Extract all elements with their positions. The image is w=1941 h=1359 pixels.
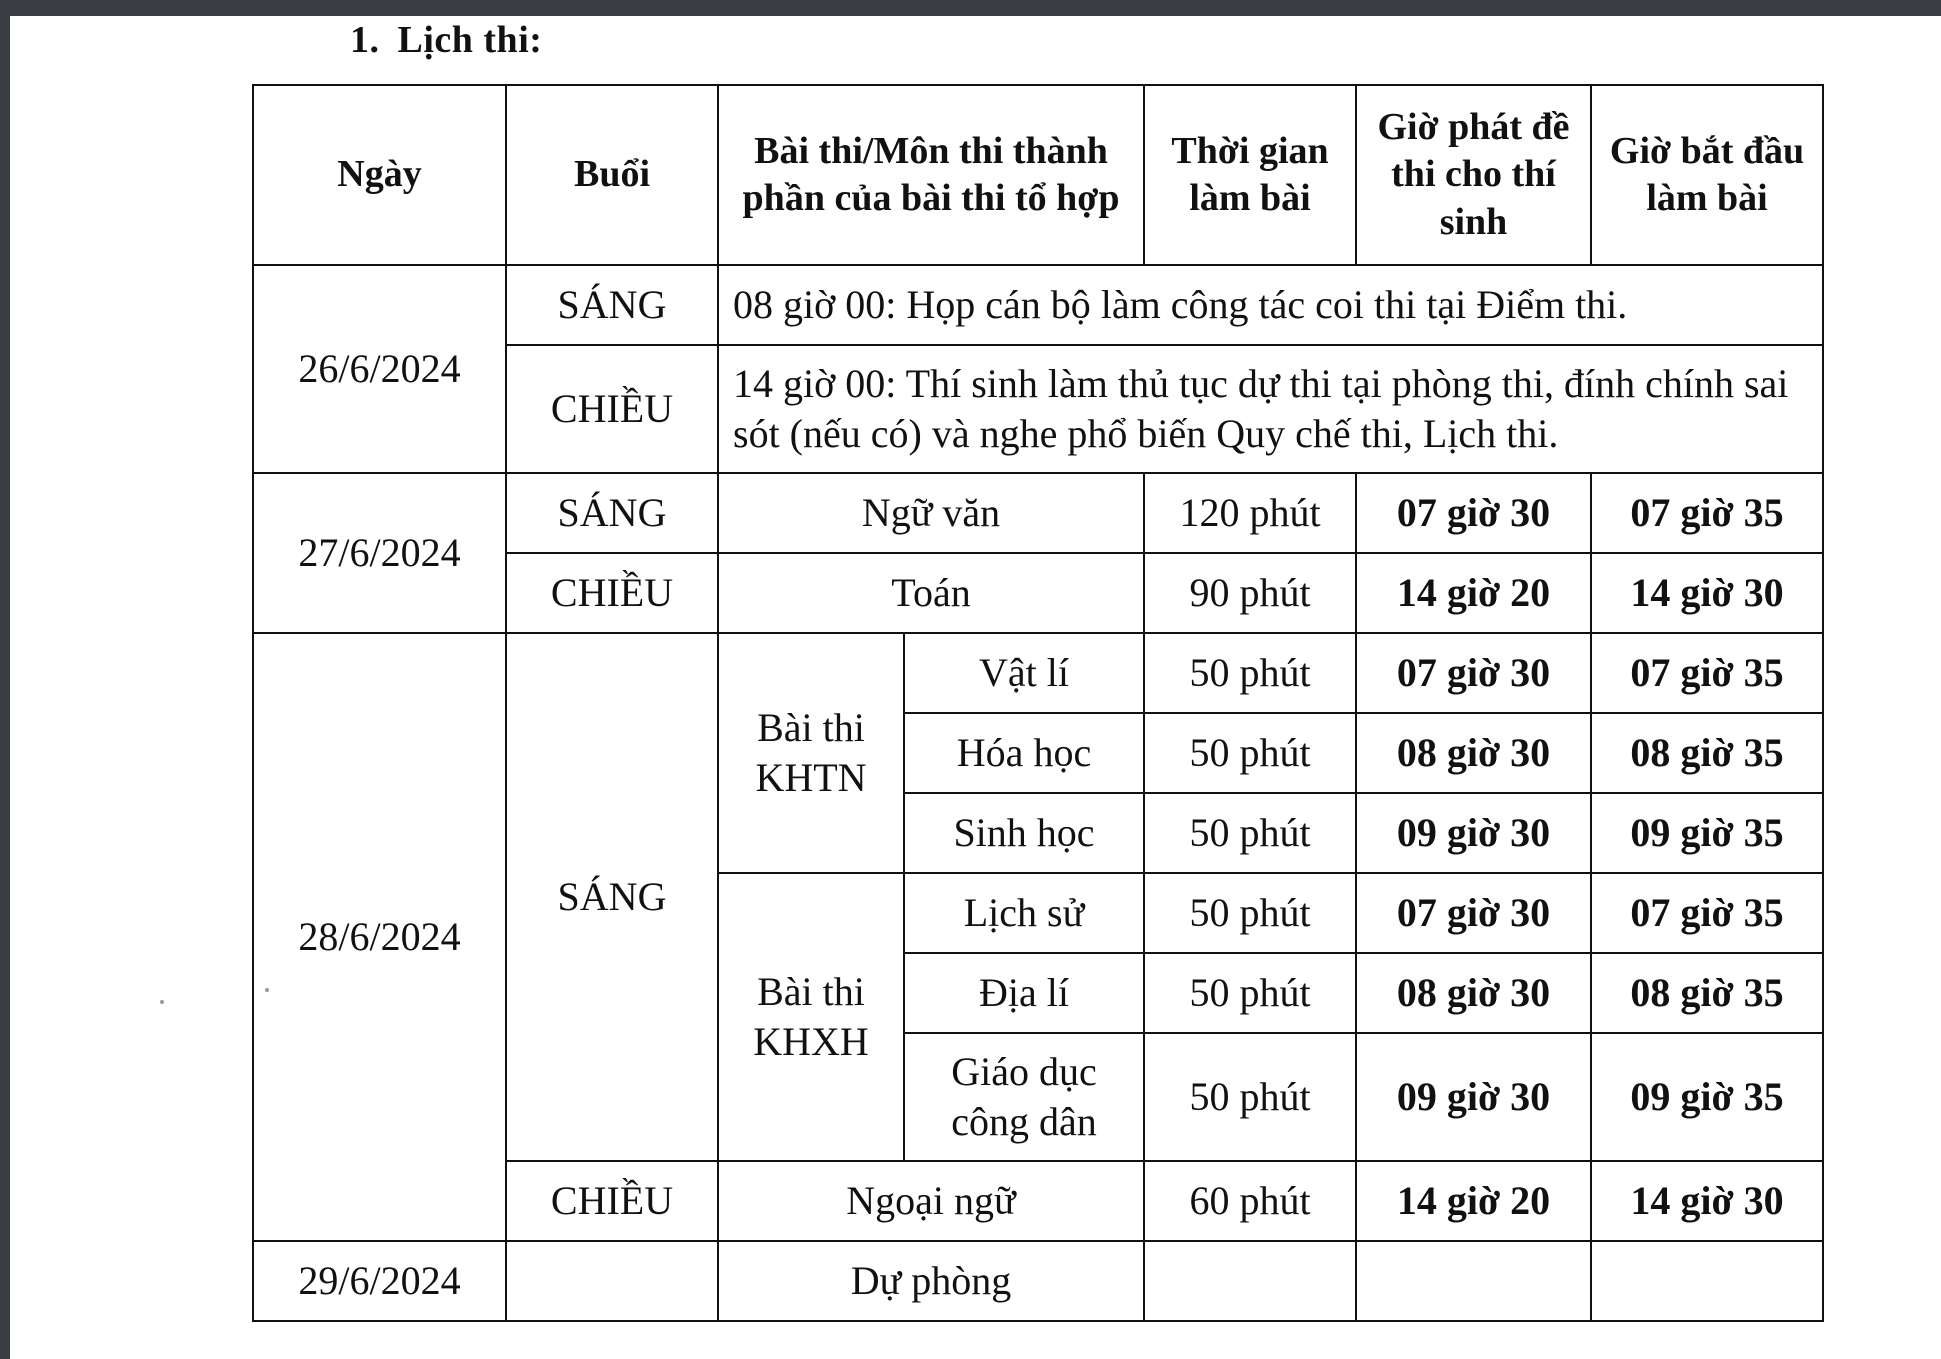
- duration-cell: 50 phút: [1144, 953, 1356, 1033]
- session-cell: SÁNG: [506, 633, 718, 1161]
- date-cell: 26/6/2024: [253, 265, 506, 473]
- duration-cell: 50 phút: [1144, 1033, 1356, 1161]
- subject-cell: Địa lí: [904, 953, 1144, 1033]
- start-time-cell: 08 giờ 35: [1591, 953, 1823, 1033]
- distribute-time-cell: 08 giờ 30: [1356, 953, 1591, 1033]
- header-date: Ngày: [253, 85, 506, 265]
- duration-cell: 50 phút: [1144, 873, 1356, 953]
- table-row: [253, 1241, 1823, 1321]
- subject-cell: Lịch sử: [904, 873, 1144, 953]
- session-cell: CHIỀU: [506, 345, 718, 473]
- duration-cell: 50 phút: [1144, 793, 1356, 873]
- date-cell: 27/6/2024: [253, 473, 506, 633]
- duration-cell: 50 phút: [1144, 633, 1356, 713]
- header-distribute-time: Giờ phát đề thi cho thí sinh: [1356, 85, 1591, 265]
- session-cell: SÁNG: [506, 473, 718, 553]
- header-start-time: Giờ bắt đầu làm bài: [1591, 85, 1823, 265]
- header-duration: Thời gian làm bài: [1144, 85, 1356, 265]
- section-heading: [350, 18, 542, 62]
- distribute-time-cell: 09 giờ 30: [1356, 1033, 1591, 1161]
- start-time-cell: 08 giờ 35: [1591, 713, 1823, 793]
- start-time-cell: 07 giờ 35: [1591, 473, 1823, 553]
- section-number: 1.: [350, 19, 380, 61]
- note-cell: 14 giờ 00: Thí sinh làm thủ tục dự thi tại phòng thi, đính chính sai sót (nếu có) và nghe phổ biến Quy chế thi, Lịch thi.: [718, 345, 1823, 473]
- duration-cell: 120 phút: [1144, 473, 1356, 553]
- table-row: [253, 265, 1823, 345]
- subject-cell: Sinh học: [904, 793, 1144, 873]
- start-time-cell: 07 giờ 35: [1591, 633, 1823, 713]
- header-subject: Bài thi/Môn thi thành phần của bài thi tổ hợp: [718, 85, 1144, 265]
- start-time-cell: 09 giờ 35: [1591, 793, 1823, 873]
- table-row: [253, 633, 1823, 713]
- note-cell: 08 giờ 00: Họp cán bộ làm công tác coi thi tại Điểm thi.: [718, 265, 1823, 345]
- distribute-time-cell: 14 giờ 20: [1356, 553, 1591, 633]
- distribute-time-cell-empty: [1356, 1241, 1591, 1321]
- duration-cell: 50 phút: [1144, 713, 1356, 793]
- distribute-time-cell: 09 giờ 30: [1356, 793, 1591, 873]
- subject-cell: Vật lí: [904, 633, 1144, 713]
- session-cell: CHIỀU: [506, 1161, 718, 1241]
- exam-schedule-table: [252, 84, 1824, 1322]
- start-time-cell-empty: [1591, 1241, 1823, 1321]
- header-row: [253, 85, 1823, 265]
- subject-cell: Dự phòng: [718, 1241, 1144, 1321]
- distribute-time-cell: 08 giờ 30: [1356, 713, 1591, 793]
- table-row: [253, 473, 1823, 553]
- group-cell-khxh: Bài thi KHXH: [718, 873, 904, 1161]
- session-cell-empty: [506, 1241, 718, 1321]
- session-cell: SÁNG: [506, 265, 718, 345]
- start-time-cell: 14 giờ 30: [1591, 553, 1823, 633]
- subject-cell: Toán: [718, 553, 1144, 633]
- start-time-cell: 14 giờ 30: [1591, 1161, 1823, 1241]
- subject-cell: Giáo dục công dân: [904, 1033, 1144, 1161]
- section-title: Lịch thi:: [397, 19, 543, 61]
- distribute-time-cell: 07 giờ 30: [1356, 473, 1591, 553]
- distribute-time-cell: 07 giờ 30: [1356, 873, 1591, 953]
- start-time-cell: 07 giờ 35: [1591, 873, 1823, 953]
- date-cell: 28/6/2024: [253, 633, 506, 1241]
- header-session: Buổi: [506, 85, 718, 265]
- start-time-cell: 09 giờ 35: [1591, 1033, 1823, 1161]
- scan-speck: [265, 988, 269, 992]
- subject-cell: Ngữ văn: [718, 473, 1144, 553]
- duration-cell: 60 phút: [1144, 1161, 1356, 1241]
- distribute-time-cell: 14 giờ 20: [1356, 1161, 1591, 1241]
- window-top-bar: [0, 0, 1941, 16]
- subject-cell: Ngoại ngữ: [718, 1161, 1144, 1241]
- duration-cell-empty: [1144, 1241, 1356, 1321]
- distribute-time-cell: 07 giờ 30: [1356, 633, 1591, 713]
- session-cell: CHIỀU: [506, 553, 718, 633]
- date-cell: 29/6/2024: [253, 1241, 506, 1321]
- group-cell-khtn: Bài thi KHTN: [718, 633, 904, 873]
- subject-cell: Hóa học: [904, 713, 1144, 793]
- duration-cell: 90 phút: [1144, 553, 1356, 633]
- scan-speck: [160, 1000, 164, 1004]
- window-left-edge: [0, 0, 10, 1359]
